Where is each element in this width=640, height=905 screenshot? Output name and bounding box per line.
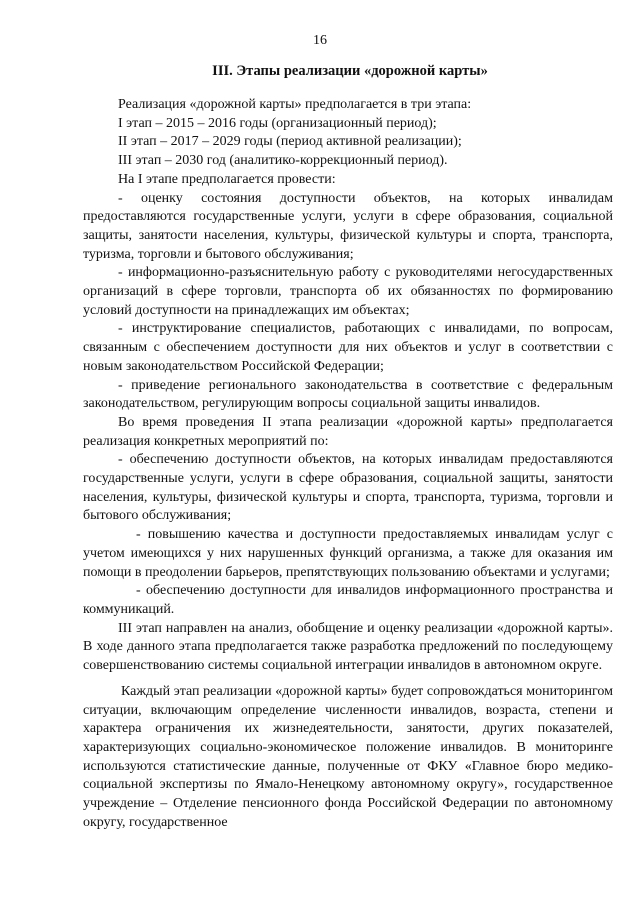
paragraph: Реализация «дорожной карты» предполагается в три этапа: xyxy=(118,97,472,112)
list-item: - информационно-разъяснительную работу с руководителями негосударственных организаций в сфере торговли, транспорта об их обязанностях по формированию условий доступности на принадлежащих им объектах; xyxy=(83,265,613,318)
paragraph: Каждый этап реализации «дорожной карты» будет сопровождаться мониторингом ситуации, включающим определение численности инвалидов, возраста, степени и характера ограничения их жизнедеятельности, занятости, других показателей, характеризующих социально-экономическое положение инвалидов. В мониторинге используются статистические данные, полученные от ФКУ «Главное бюро медико-социальной экспертизы по Ямало-Ненецкому автономному округу», государственное учреждение – Отделение пенсионного фонда Российской Федерации по автономному округу, государственное xyxy=(83,683,613,830)
paragraph: III этап – 2030 год (аналитико-коррекционный период). xyxy=(118,153,448,169)
section-heading: III. Этапы реализации «дорожной карты» xyxy=(212,63,488,79)
paragraph: I этап – 2015 – 2016 годы (организационный период); xyxy=(118,115,437,131)
body-text xyxy=(83,96,613,832)
list-item: - обеспечению доступности для инвалидов информационного пространства и коммуникаций. xyxy=(83,583,613,617)
page-number: 16 xyxy=(313,33,327,48)
list-item: - оценку состояния доступности объектов, на которых инвалидам предоставляются государственные услуги, услуги в сфере образования, социальной защиты, занятости населения, культуры, физической культуры и спорта, транспорта, туризма, торговли и бытового обслуживания; xyxy=(83,190,613,262)
list-item: - инструктирование специалистов, работающих с инвалидами, по вопросам, связанным с обеспечением доступности для них объектов и услуг в соответствии с новым законодательством Российской Федерации; xyxy=(83,321,613,374)
list-item: - приведение регионального законодательства в соответствие с федеральным законодательством, регулирующим вопросы социальной защиты инвалидов. xyxy=(83,377,613,412)
paragraph: III этап направлен на анализ, обобщение и оценку реализации «дорожной карты». В ходе данного этапа предполагается также разработка предложений по последующему совершенствованию системы социальной интеграции инвалидов в автономном округе. xyxy=(83,620,613,674)
list-item: - обеспечению доступности объектов, на которых инвалидам предоставляются государственные услуги, услуги в сфере образования, социальной защиты, занятости населения, культуры, физической культуры и спорта, транспорта, туризма, торговли и бытового обслуживания; xyxy=(83,452,613,524)
paragraph: II этап – 2017 – 2029 годы (период активной реализации); xyxy=(118,134,462,150)
list-item: - повышению качества и доступности предоставляемых инвалидам услуг с учетом имеющихся у них нарушенных функций организма, а также для оказания им помощи в преодолении барьеров, препятствующих пользованию объектами и услугами; xyxy=(83,527,613,580)
paragraph: Во время проведения II этапа реализации «дорожной карты» предполагается реализация конкретных мероприятий по: xyxy=(83,414,613,449)
paragraph: На I этапе предполагается провести: xyxy=(118,171,336,187)
